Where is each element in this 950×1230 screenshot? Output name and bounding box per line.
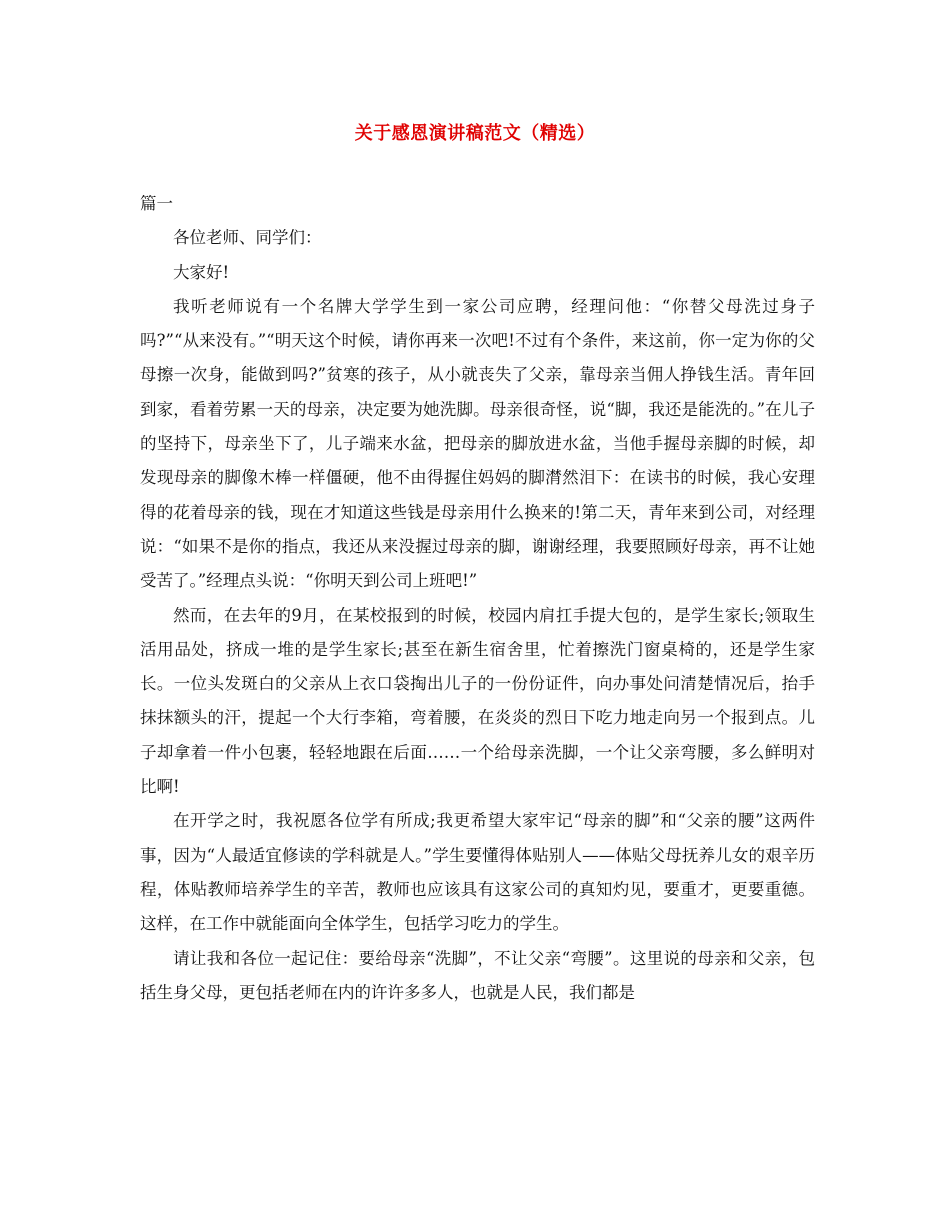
document-title: 关于感恩演讲稿范文（精选） xyxy=(354,123,596,144)
salutation-paragraph: 各位老师、同学们： xyxy=(173,228,322,248)
story-paragraph: 我听老师说有一个名牌大学学生到一家公司应聘，经理问他：“你替父母洗过身子吗?”“从来没有。”“明天这个时候，请你再来一次吧!不过有个条件，来这前，你一定为你的父母擦一次身，能做到吗?”贫寒的孩子，从小就丧失了父亲，靠母亲当佣人挣钱生活。青年回到家，看着劳累一天的母亲，决定要为她洗脚。母亲很奇怪，说“脚，我还是能洗的。”在儿子的坚持下，母亲坐下了，儿子端来水盆，把母亲的脚放进水盆，当他手握母亲脚的时候，却发现母亲的脚像木棒一样僵硬，他不由得握住妈妈的脚潸然泪下：在读书的时候，我心安理得的花着母亲的钱，现在才知道这些钱是母亲用什么换来的!第二天，青年来到公司，对经理说：“如果不是你的指点，我还从来没握过母亲的脚，谢谢经理，我要照顾好母亲，再不让她受苦了。”经理点头说：“你明天到公司上班吧!” xyxy=(140,296,815,591)
section-heading: 篇一 xyxy=(140,194,173,213)
wish-paragraph: 在开学之时，我祝愿各位学有所成;我更希望大家牢记“母亲的脚”和“父亲的腰”这两件事，因为“人最适宜修读的学科就是人。”学生要懂得体贴别人——体贴父母抚养儿女的艰辛历程，体贴教师培养学生的辛苦，教师也应该具有这家公司的真知灼见，要重才，更要重德。这样，在工作中就能面向全体学生，包括学习吃力的学生。 xyxy=(140,811,815,934)
contrast-paragraph: 然而，在去年的9月，在某校报到的时候，校园内肩扛手提大包的，是学生家长;领取生活用品处，挤成一堆的是学生家长;甚至在新生宿舍里，忙着擦洗门窗桌椅的，还是学生家长。一位头发斑白的父亲从上衣口袋掏出儿子的一份份证件，向办事处问清楚情况后，抬手抹抹额头的汗，提起一个大行李箱，弯着腰，在炎炎的烈日下吃力地走向另一个报到点。儿子却拿着一件小包裹，轻轻地跟在后面……一个给母亲洗脚，一个让父亲弯腰，多么鲜明对比啊! xyxy=(140,605,815,797)
greeting-paragraph: 大家好! xyxy=(173,262,230,282)
closing-paragraph: 请让我和各位一起记住：要给母亲“洗脚”，不让父亲“弯腰”。这里说的母亲和父亲，包括生身父母，更包括老师在内的许许多多人，也就是人民，我们都是 xyxy=(140,948,815,1002)
document-body xyxy=(140,187,815,1010)
